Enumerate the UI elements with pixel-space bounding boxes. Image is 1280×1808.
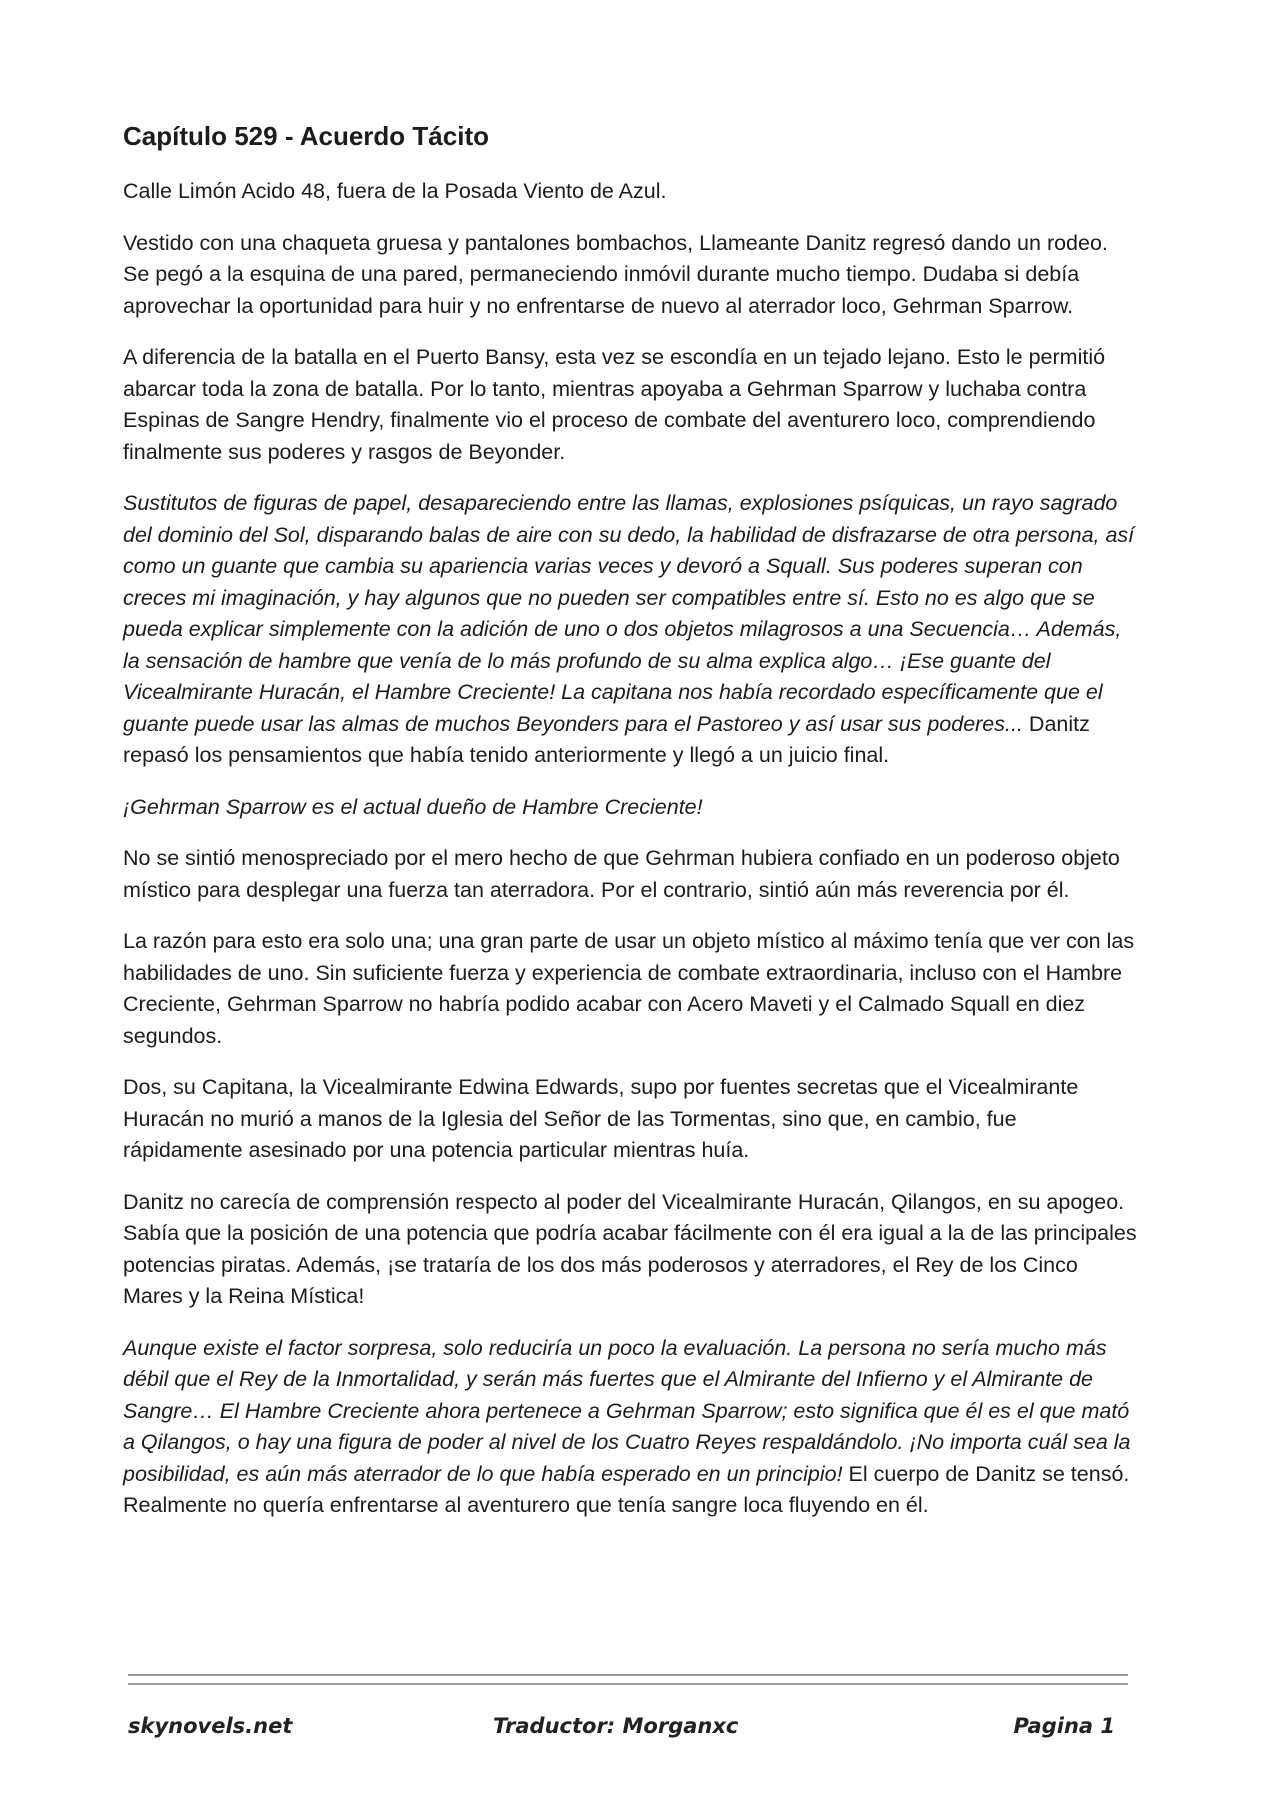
paragraph-10-normal: El cuerpo de Danitz se tensó. Realmente no quería enfrentarse al aventurero que tenía sangre loca fluyendo en él.	[123, 1461, 1130, 1517]
document-body	[123, 118, 1138, 1542]
paragraph-4-normal: Danitz repasó los pensamientos que había tenido anteriormente y llegó a un juicio final.	[123, 711, 1090, 767]
paragraph-7: La razón para esto era solo una; una gran parte de usar un objeto místico al máximo tenía que ver con las habilidades de uno. Sin suficiente fuerza y experiencia de combate extraordinaria, incluso con el Hambre Creciente, Gehrman Sparrow no habría podido acabar con Acero Maveti y el Calmado Squall en diez segundos.	[123, 929, 1135, 1048]
paragraph-3: A diferencia de la batalla en el Puerto Bansy, esta vez se escondía en un tejado lejano. Esto le permitió abarcar toda la zona de batalla. Por lo tanto, mientras apoyaba a Gehrman Sparrow y luchaba contra Espinas de Sangre Hendry, finalmente vio el proceso de combate del aventurero loco, comprendiendo finalmente sus poderes y rasgos de Beyonder.	[123, 345, 1106, 464]
paragraph-4-italic: Sustitutos de figuras de papel, desapareciendo entre las llamas, explosiones psíquicas, un rayo sagrado del dominio del Sol, disparando balas de aire con su dedo, la habilidad de disfrazarse de otra persona, así como un guante que cambia su apariencia varias veces y devoró a Squall. Sus poderes superan con creces mi imaginación, y hay algunos que no pueden ser compatibles entre sí. Esto no es algo que se pueda explicar simplemente con la adición de uno o dos objetos milagrosos a una Secuencia… Además, la sensación de hambre que venía de lo más profundo de su alma explica algo… ¡Ese guante del Vicealmirante Huracán, el Hambre Creciente! La capitana nos había recordado específicamente que el guante puede usar las almas de muchos Beyonders para el Pastoreo y así usar sus poderes...	[123, 491, 1135, 736]
footer-divider-top	[128, 1674, 1128, 1676]
footer-site: skynovels.net	[128, 1714, 293, 1738]
paragraph-10	[123, 1333, 1138, 1522]
paragraph-8: Dos, su Capitana, la Vicealmirante Edwina Edwards, supo por fuentes secretas que el Vicealmirante Huracán no murió a manos de la Iglesia del Señor de las Tormentas, sino que, en cambio, fue rápidamente asesinado por una potencia particular mientras huía.	[123, 1075, 1079, 1162]
chapter-title: Capítulo 529 - Acuerdo Tácito	[123, 121, 489, 151]
paragraph-2: Vestido con una chaqueta gruesa y pantalones bombachos, Llameante Danitz regresó dando un rodeo. Se pegó a la esquina de una pared, permaneciendo inmóvil durante mucho tiempo. Dudaba si debía aprovechar la oportunidad para huir y no enfrentarse de nuevo al aterrador loco, Gehrman Sparrow.	[123, 230, 1108, 318]
paragraph-5	[123, 792, 1138, 824]
paragraph-4	[123, 488, 1138, 772]
paragraph-10-italic: Aunque existe el factor sorpresa, solo reduciría un poco la evaluación. La persona no sería mucho más débil que el Rey de la Inmortalidad, y serán más fuertes que el Almirante del Infierno y el Almirante de Sangre… El Hambre Creciente ahora pertenece a Gehrman Sparrow; esto significa que él es el que mató a Qilangos, o hay una figura de poder al nivel de los Cuatro Reyes respaldándolo. ¡No importa cuál sea la posibilidad, es aún más aterrador de lo que había esperado en un principio!	[123, 1335, 1131, 1486]
paragraph-1: Calle Limón Acido 48, fuera de la Posada Viento de Azul.	[123, 179, 667, 203]
paragraph-6: No se sintió menospreciado por el mero hecho de que Gehrman hubiera confiado en un poderoso objeto místico para desplegar una fuerza tan aterradora. Por el contrario, sintió aún más reverencia por él.	[123, 846, 1120, 902]
footer-divider-bottom	[128, 1683, 1128, 1685]
footer-page-number: Pagina 1	[1013, 1714, 1115, 1738]
footer-translator: Traductor: Morganxc	[493, 1714, 739, 1738]
paragraph-5-italic: ¡Gehrman Sparrow es el actual dueño de Hambre Creciente!	[123, 794, 703, 819]
paragraph-9: Danitz no carecía de comprensión respecto al poder del Vicealmirante Huracán, Qilangos, en su apogeo. Sabía que la posición de una potencia que podría acabar fácilmente con él era igual a la de las principales potencias piratas. Además, ¡se trataría de los dos más poderosos y aterradores, el Rey de los Cinco Mares y la Reina Mística!	[123, 1189, 1137, 1308]
